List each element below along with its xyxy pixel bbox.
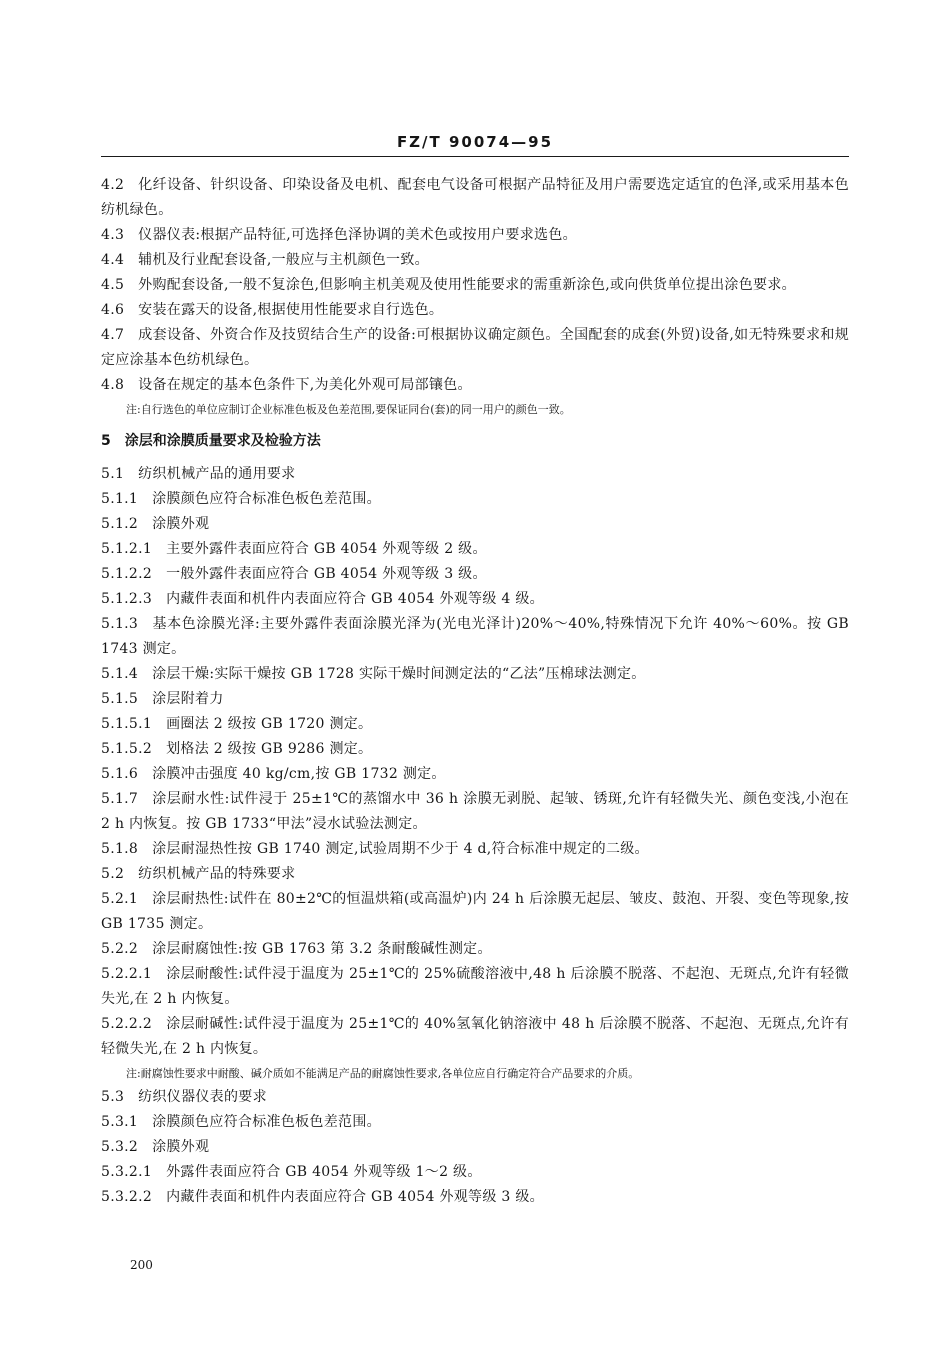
clause-5-1-3: 5.1.3 基本色涂膜光泽:主要外露件表面涂膜光泽为(光电光泽计)20%～40%,特殊情况下允许 40%～60%。按 GB 1743 测定。 xyxy=(101,616,849,657)
clause-4-4: 4.4 辅机及行业配套设备,一般应与主机颜色一致。 xyxy=(101,252,429,268)
clause-4-6: 4.6 安装在露天的设备,根据使用性能要求自行选色。 xyxy=(101,302,444,318)
clause-5-1-2: 5.1.2 涂膜外观 xyxy=(101,516,210,532)
clause-5-2-1: 5.2.1 涂层耐热性:试件在 80±2℃的恒温烘箱(或高温炉)内 24 h 后涂膜无起层、皱皮、鼓泡、开裂、变色等现象,按 GB 1735 测定。 xyxy=(101,891,849,932)
clause-4-5: 4.5 外购配套设备,一般不复涂色,但影响主机美观及使用性能要求的需重新涂色,或向供货单位提出涂色要求。 xyxy=(101,277,796,293)
standard-code-header: FZ/T 90074—95 xyxy=(396,133,554,151)
clause-5-2: 5.2 纺织机械产品的特殊要求 xyxy=(101,866,296,882)
clause-5-1-4: 5.1.4 涂层干燥:实际干燥按 GB 1728 实际干燥时间测定法的“乙法”压棉球法测定。 xyxy=(101,666,646,682)
clause-5-2-2-1: 5.2.2.1 涂层耐酸性:试件浸于温度为 25±1℃的 25%硫酸溶液中,48 h 后涂膜不脱落、不起泡、无斑点,允许有轻微失光,在 2 h 内恢复。 xyxy=(101,966,849,1007)
clause-5-3-2: 5.3.2 涂膜外观 xyxy=(101,1139,210,1155)
clause-5-1: 5.1 纺织机械产品的通用要求 xyxy=(101,466,296,482)
clause-5-1-5-1: 5.1.5.1 画圈法 2 级按 GB 1720 测定。 xyxy=(101,716,373,732)
clause-5-1-6: 5.1.6 涂膜冲击强度 40 kg/cm,按 GB 1732 测定。 xyxy=(101,766,446,782)
clause-5-3-2-2: 5.3.2.2 内藏件表面和机件内表面应符合 GB 4054 外观等级 3 级。 xyxy=(101,1189,544,1205)
note-color-selection: 注:自行选色的单位应制订企业标准色板及色差范围,要保证同台(套)的同一用户的颜色一致。 xyxy=(126,403,571,416)
header-rule xyxy=(101,156,849,157)
clause-5-3: 5.3 纺织仪器仪表的要求 xyxy=(101,1089,267,1105)
clause-5-1-2-3: 5.1.2.3 内藏件表面和机件内表面应符合 GB 4054 外观等级 4 级。 xyxy=(101,591,544,607)
clause-5-2-2-2: 5.2.2.2 涂层耐碱性:试件浸于温度为 25±1℃的 40%氢氧化钠溶液中 48 h 后涂膜不脱落、不起泡、无斑点,允许有轻微失光,在 2 h 内恢复。 xyxy=(101,1016,849,1057)
note-corrosion-media: 注:耐腐蚀性要求中耐酸、碱介质如不能满足产品的耐腐蚀性要求,各单位应自行确定符合产品要求的介质。 xyxy=(126,1067,640,1080)
clause-5-1-2-1: 5.1.2.1 主要外露件表面应符合 GB 4054 外观等级 2 级。 xyxy=(101,541,487,557)
clause-5-1-8: 5.1.8 涂层耐湿热性按 GB 1740 测定,试验周期不少于 4 d,符合标准中规定的二级。 xyxy=(101,841,649,857)
clause-5-1-5: 5.1.5 涂层附着力 xyxy=(101,691,224,707)
clause-4-3: 4.3 仪器仪表:根据产品特征,可选择色泽协调的美术色或按用户要求选色。 xyxy=(101,227,577,243)
clause-5-3-1: 5.3.1 涂膜颜色应符合标准色板色差范围。 xyxy=(101,1114,381,1130)
clause-5-1-7: 5.1.7 涂层耐水性:试件浸于 25±1℃的蒸馏水中 36 h 涂膜无剥脱、起皱、锈斑,允许有轻微失光、颜色变浅,小泡在 2 h 内恢复。按 GB 1733“甲法”浸水试验法测定。 xyxy=(101,791,849,832)
clause-5-2-2: 5.2.2 涂层耐腐蚀性:按 GB 1763 第 3.2 条耐酸碱性测定。 xyxy=(101,941,492,957)
clause-4-8: 4.8 设备在规定的基本色条件下,为美化外观可局部镶色。 xyxy=(101,377,472,393)
clause-5-1-2-2: 5.1.2.2 一般外露件表面应符合 GB 4054 外观等级 3 级。 xyxy=(101,566,487,582)
document-body xyxy=(101,173,849,1210)
clause-4-2: 4.2 化纤设备、针织设备、印染设备及电机、配套电气设备可根据产品特征及用户需要选定适宜的色泽,或采用基本色纺机绿色。 xyxy=(101,177,849,218)
page-number: 200 xyxy=(130,1258,153,1272)
section-5-heading: 5 涂层和涂膜质量要求及检验方法 xyxy=(101,433,321,449)
clause-5-1-1: 5.1.1 涂膜颜色应符合标准色板色差范围。 xyxy=(101,491,381,507)
clause-4-7: 4.7 成套设备、外资合作及技贸结合生产的设备:可根据协议确定颜色。全国配套的成套(外贸)设备,如无特殊要求和规定应涂基本色纺机绿色。 xyxy=(101,327,849,368)
clause-5-1-5-2: 5.1.5.2 划格法 2 级按 GB 9286 测定。 xyxy=(101,741,373,757)
clause-5-3-2-1: 5.3.2.1 外露件表面应符合 GB 4054 外观等级 1～2 级。 xyxy=(101,1164,482,1180)
